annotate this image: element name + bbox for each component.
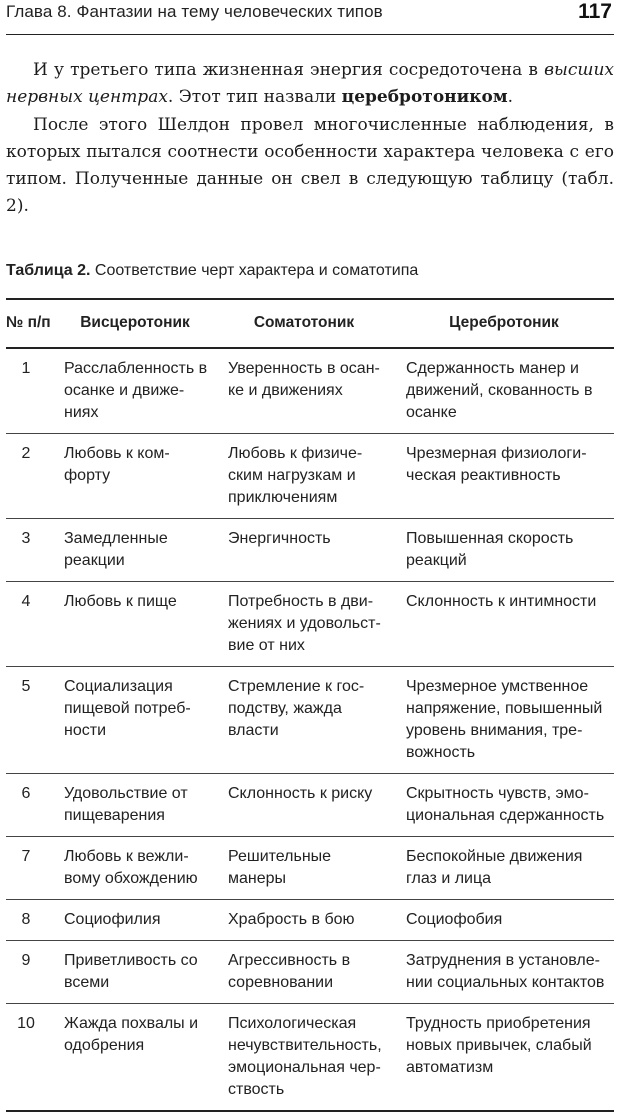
table-row bbox=[6, 519, 614, 582]
table-caption-label: Таблица 2. bbox=[6, 262, 91, 279]
cell-cerebrotonic: Чрезмерная физиологическая реактивность bbox=[394, 434, 614, 519]
table-row bbox=[6, 582, 614, 667]
header-number: № п/п bbox=[6, 299, 56, 348]
header-divider bbox=[6, 34, 614, 35]
table-header-row bbox=[6, 299, 614, 348]
table-row bbox=[6, 434, 614, 519]
paragraph-1-end: . bbox=[507, 87, 513, 108]
paragraph-1-term: церебротоником bbox=[341, 87, 508, 108]
table-row bbox=[6, 941, 614, 1004]
cell-viscerotonic: Социализация пищевой потребности bbox=[56, 667, 214, 774]
cell-viscerotonic: Удовольствие от пищеварения bbox=[56, 774, 214, 837]
cell-somatotonic: Стремление к господству, жажда власти bbox=[214, 667, 394, 774]
page-number: 117 bbox=[578, 0, 612, 23]
paragraph-2: После этого Шелдон провел многочисленные наблюдения, в которых пытался соотнести особенности характера человека с его типом. Полученные данные он свел в следующую таблицу (табл. 2). bbox=[6, 114, 614, 217]
cell-cerebrotonic: Чрезмерное умственное напряжение, повышенный уровень внимания, тревожность bbox=[394, 667, 614, 774]
chapter-title: Глава 8. Фантазии на тему человеческих типов bbox=[6, 2, 383, 21]
cell-number: 6 bbox=[6, 774, 56, 837]
cell-number: 9 bbox=[6, 941, 56, 1004]
table-row bbox=[6, 667, 614, 774]
paragraph-1-middle: . Этот тип назвали bbox=[167, 87, 342, 108]
cell-somatotonic: Потребность в движениях и удовольствие от них bbox=[214, 582, 394, 667]
cell-number: 5 bbox=[6, 667, 56, 774]
table-row bbox=[6, 837, 614, 900]
table-row bbox=[6, 900, 614, 941]
running-header bbox=[6, 0, 614, 34]
cell-cerebrotonic: Скрытность чувств, эмоциональная сдержанность bbox=[394, 774, 614, 837]
table-caption-text: Соответствие черт характера и соматотипа bbox=[90, 262, 419, 279]
cell-viscerotonic: Приветливость со всеми bbox=[56, 941, 214, 1004]
cell-viscerotonic: Расслабленность в осанке и движениях bbox=[56, 348, 214, 434]
cell-somatotonic: Энергичность bbox=[214, 519, 394, 582]
cell-number: 7 bbox=[6, 837, 56, 900]
table-row bbox=[6, 1004, 614, 1112]
cell-cerebrotonic: Повышенная скорость реакций bbox=[394, 519, 614, 582]
cell-viscerotonic: Жажда похвалы и одобрения bbox=[56, 1004, 214, 1112]
cell-viscerotonic: Социофилия bbox=[56, 900, 214, 941]
cell-viscerotonic: Любовь к пище bbox=[56, 582, 214, 667]
table-row bbox=[6, 774, 614, 837]
header-somatotonic: Соматотоник bbox=[214, 299, 394, 348]
cell-somatotonic: Агрессивность в соревновании bbox=[214, 941, 394, 1004]
cell-number: 4 bbox=[6, 582, 56, 667]
cell-cerebrotonic: Склонность к интимности bbox=[394, 582, 614, 667]
paragraph-1-start: И у третьего типа жизненная энергия сосредоточена в bbox=[33, 60, 545, 80]
cell-somatotonic: Уверенность в осанке и движениях bbox=[214, 348, 394, 434]
body-text bbox=[6, 57, 614, 221]
cell-number: 2 bbox=[6, 434, 56, 519]
header-cerebrotonic: Церебротоник bbox=[394, 299, 614, 348]
paragraph-1 bbox=[6, 57, 614, 112]
cell-number: 1 bbox=[6, 348, 56, 434]
cell-somatotonic: Психологическая нечувствительность, эмоциональная черствость bbox=[214, 1004, 394, 1112]
cell-cerebrotonic: Сдержанность манер и движений, скованность в осанке bbox=[394, 348, 614, 434]
cell-somatotonic: Решительные манеры bbox=[214, 837, 394, 900]
cell-number: 3 bbox=[6, 519, 56, 582]
temperament-table bbox=[6, 298, 614, 1112]
cell-somatotonic: Любовь к физическим нагрузкам и приключениям bbox=[214, 434, 394, 519]
table bbox=[6, 298, 614, 1112]
cell-viscerotonic: Замедленные реакции bbox=[56, 519, 214, 582]
table-row bbox=[6, 348, 614, 434]
cell-somatotonic: Храбрость в бою bbox=[214, 900, 394, 941]
table-caption bbox=[6, 262, 614, 280]
header-viscerotonic: Висцеротоник bbox=[56, 299, 214, 348]
cell-somatotonic: Склонность к риску bbox=[214, 774, 394, 837]
cell-viscerotonic: Любовь к комфорту bbox=[56, 434, 214, 519]
cell-number: 8 bbox=[6, 900, 56, 941]
cell-cerebrotonic: Беспокойные движения глаз и лица bbox=[394, 837, 614, 900]
cell-viscerotonic: Любовь к вежливому обхождению bbox=[56, 837, 214, 900]
paragraph-1-italic: высших нервных центрах bbox=[6, 60, 614, 108]
cell-number: 10 bbox=[6, 1004, 56, 1112]
cell-cerebrotonic: Социофобия bbox=[394, 900, 614, 941]
cell-cerebrotonic: Трудность приобретения новых привычек, слабый автоматизм bbox=[394, 1004, 614, 1112]
cell-cerebrotonic: Затруднения в установлении социальных контактов bbox=[394, 941, 614, 1004]
